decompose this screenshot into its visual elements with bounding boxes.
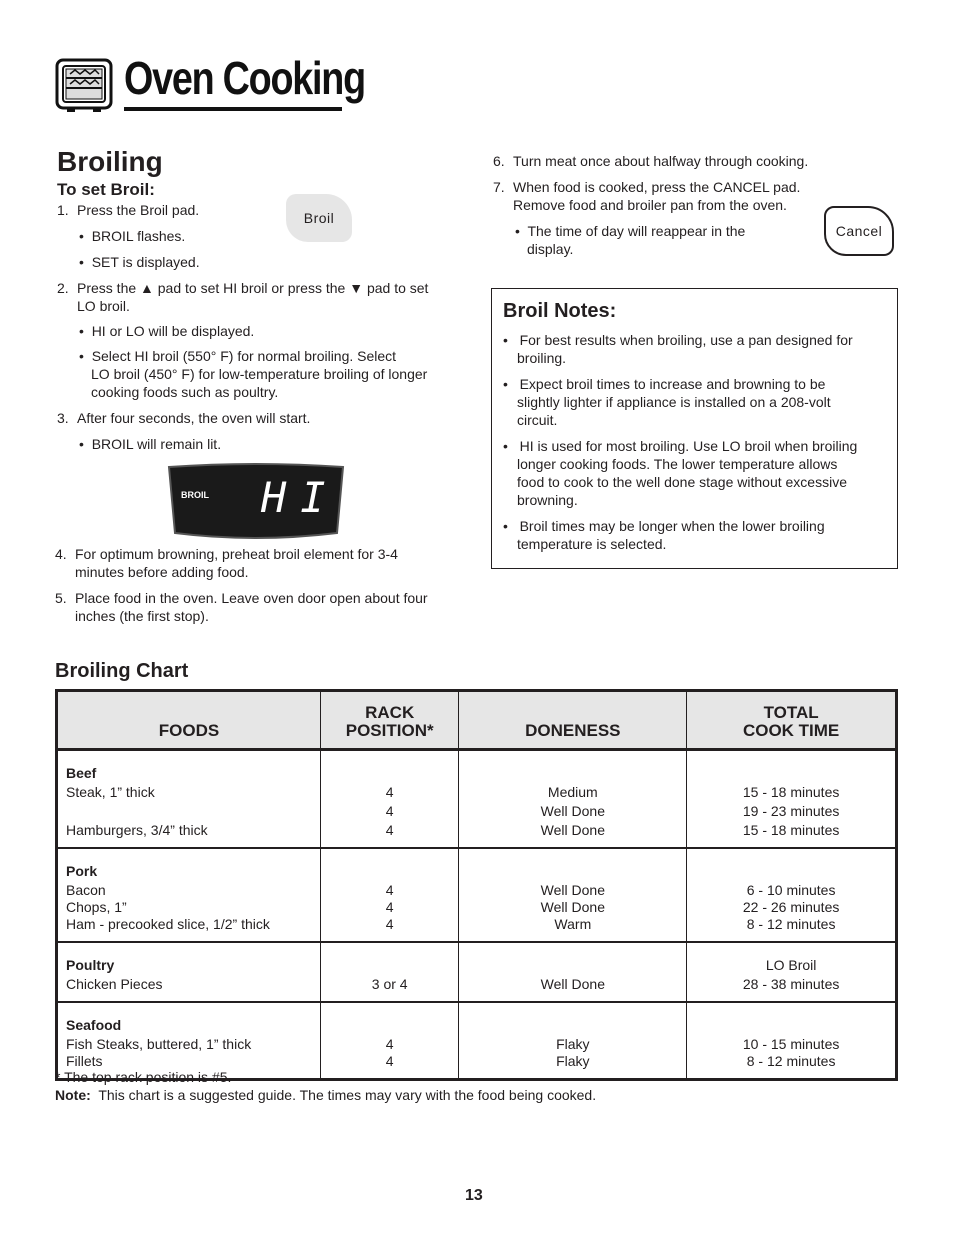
broiling-chart-table	[55, 689, 898, 1081]
time-cell: 10 - 15 minutes 8 - 12 minutes	[742, 1036, 840, 1069]
step-7: 7. When food is cooked, press the CANCEL pad.	[493, 179, 801, 195]
time-cell: 15 - 18 minutes 19 - 23 minutes 15 - 18 minutes	[687, 750, 897, 849]
rack-cell: 3 or 4	[320, 942, 458, 1002]
foods-cell: Pork Bacon Chops, 1” Ham - precooked slice, 1/2” thick	[57, 848, 321, 942]
col-header-foods: FOODS	[57, 691, 321, 750]
table-row-pork	[57, 848, 897, 942]
doneness-cell: Well Done Well Done Warm	[459, 848, 687, 942]
note-item: • HI is used for most broiling. Use LO broil when broiling	[503, 438, 858, 454]
step-3-bullet: • BROIL will remain lit.	[79, 436, 222, 452]
col-header-time: TOTAL COOK TIME	[687, 691, 897, 750]
table-header-row	[57, 691, 897, 750]
page-number: 13	[465, 1187, 483, 1204]
cancel-pad-button[interactable]	[824, 206, 894, 256]
step-5: 5. Place food in the oven. Leave oven door open about four	[55, 590, 428, 606]
step-2-bullet: • Select HI broil (550° F) for normal broiling. Select	[79, 348, 397, 364]
broil-steps-1-3: 1. Press the Broil pad. • BROIL flashes. • SET is displayed. 2. Press the ▲ pad to set HI broil or press the ▼ pad to set LO broil. • HI or LO will be displayed. • Select HI broil (550° F) for normal broiling. Select LO broil (450° F) for low-temperature broiling of longer cooking foods such as poultry. 3. After four seconds, the oven will start. • BROIL will remain lit.	[57, 201, 477, 453]
note-item: • Expect broil times to increase and browning to be	[503, 376, 826, 392]
page-title: Oven Cooking	[124, 52, 365, 104]
foods-cell: Poultry Chicken Pieces	[57, 942, 321, 1002]
footnote-note: Note: This chart is a suggested guide. The times may vary with the food being cooked.	[55, 1087, 597, 1103]
doneness-cell: Well Done	[459, 942, 687, 1002]
step-3: 3. After four seconds, the oven will start.	[57, 410, 311, 426]
rack-cell: 4 4 4	[320, 750, 458, 849]
table-row-poultry	[57, 942, 897, 1002]
step-2-bullet: • HI or LO will be displayed.	[79, 323, 255, 339]
step-1-bullet: • BROIL flashes.	[79, 228, 186, 244]
col-header-rack: RACK POSITION*	[320, 691, 458, 750]
note-item: • Broil times may be longer when the lower broiling	[503, 518, 825, 534]
doneness-cell: Flaky Flaky	[459, 1002, 687, 1080]
broil-steps-6-7: 6. Turn meat once about halfway through cooking. 7. When food is cooked, press the CANCEL pad. Remove food and broiler pan from the oven. • The time of day will reappear in the display.	[493, 152, 893, 258]
display-broil-indicator: BROIL	[181, 490, 209, 500]
broil-notes-heading: Broil Notes:	[503, 300, 617, 322]
section-heading-broiling: Broiling	[57, 146, 163, 177]
col-header-doneness: DONENESS	[459, 691, 687, 750]
display-value: HI	[261, 473, 340, 522]
rack-cell: 4 4	[320, 1002, 458, 1080]
step-4: 4. For optimum browning, preheat broil element for 3-4	[55, 546, 398, 562]
step-6: 6. Turn meat once about halfway through cooking.	[493, 153, 809, 169]
time-cell: 6 - 10 minutes 22 - 26 minutes 8 - 12 minutes	[687, 848, 897, 942]
step-1: 1. Press the Broil pad.	[57, 202, 200, 218]
broiling-chart-heading: Broiling Chart	[55, 660, 189, 682]
step-1-bullet: • SET is displayed.	[79, 254, 200, 270]
step-7-bullet: • The time of day will reappear in the	[515, 223, 746, 239]
cancel-pad-label: Cancel	[835, 223, 883, 239]
title-underline	[124, 107, 342, 111]
foods-cell: Beef Steak, 1” thick Hamburgers, 3/4” thick	[57, 750, 321, 849]
oven-icon	[55, 56, 113, 119]
time-cell: LO Broil 28 - 38 minutes	[687, 942, 897, 1002]
footnote-rack: * The top rack position is #5.	[55, 1069, 232, 1085]
doneness-cell: Medium Well Done Well Done	[459, 750, 687, 849]
broil-notes-box	[491, 288, 898, 569]
to-set-broil-heading: To set Broil:	[57, 180, 155, 199]
broil-steps-4-5: 4. For optimum browning, preheat broil element for 3-4 minutes before adding food. 5. Place food in the oven. Leave oven door open about four inches (the first stop).	[55, 545, 475, 625]
table-row-beef	[57, 750, 897, 849]
broil-pad-label: Broil	[303, 210, 335, 226]
broil-notes-list: • For best results when broiling, use a pan designed for broiling. • Expect broil times to increase and browning to be slightly lighter if appliance is installed on a 208-volt circuit. • HI is used for most broiling. Use LO broil when broiling longer cooking foods. The lower temperature allows food to cook to the well done stage without excessive browning. • Broil times may be longer when the lower broiling temperature is selected.	[503, 331, 893, 553]
foods-cell: Seafood Fish Steaks, buttered, 1” thick Fillets	[57, 1002, 321, 1080]
rack-cell: 4 4 4	[320, 848, 458, 942]
oven-display-panel	[165, 463, 347, 546]
note-item: • For best results when broiling, use a pan designed for	[503, 332, 853, 348]
step-2: 2. Press the ▲ pad to set HI broil or press the ▼ pad to set	[57, 280, 429, 296]
